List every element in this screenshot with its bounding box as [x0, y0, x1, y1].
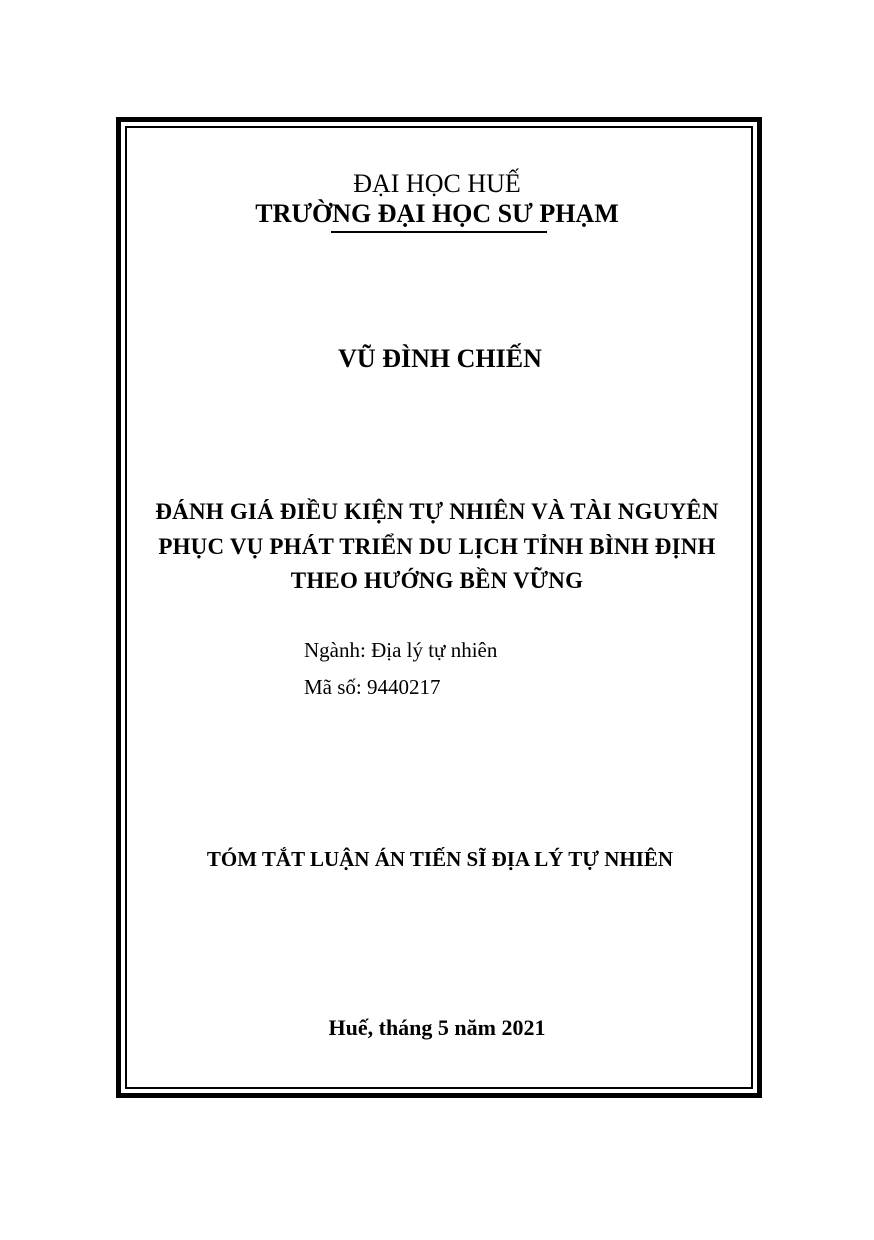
thesis-title-line-1: ĐÁNH GIÁ ĐIỀU KIỆN TỰ NHIÊN VÀ TÀI NGUYÊN [155, 499, 719, 524]
place-and-date: Huế, tháng 5 năm 2021 [328, 1015, 546, 1040]
faculty-name: TRƯỜNG ĐẠI HỌC SƯ PHẠM [255, 199, 619, 228]
thesis-title-line-3: THEO HƯỚNG BỀN VỮNG [290, 568, 584, 593]
university-name: ĐẠI HỌC HUẾ [353, 169, 521, 198]
faculty-underline [331, 231, 547, 233]
thesis-title-line-2: PHỤC VỤ PHÁT TRIỂN DU LỊCH TỈNH BÌNH ĐỊNH [158, 534, 716, 559]
author-name: VŨ ĐÌNH CHIẾN [338, 344, 542, 373]
cover-border-inner [125, 126, 753, 1089]
major-field: Ngành: Địa lý tự nhiên [304, 638, 498, 662]
document-type: TÓM TẮT LUẬN ÁN TIẾN SĨ ĐỊA LÝ TỰ NHIÊN [206, 847, 674, 871]
major-code: Mã số: 9440217 [304, 675, 441, 699]
